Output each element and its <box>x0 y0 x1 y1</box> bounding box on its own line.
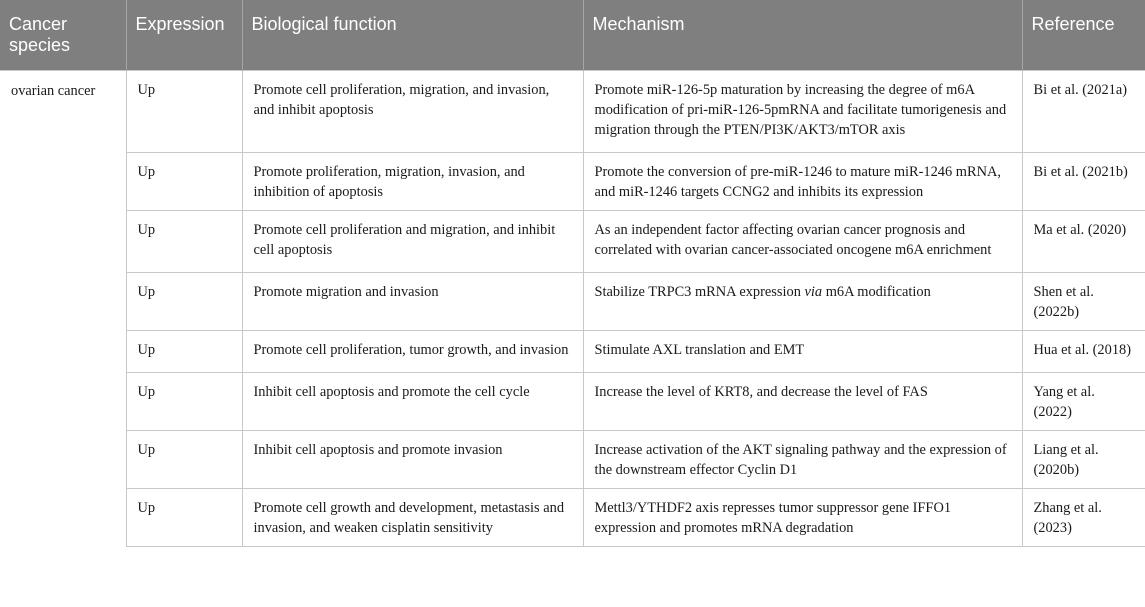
expression-cell: Up <box>126 489 242 547</box>
function-cell: Promote cell proliferation, migration, and invasion, and inhibit apoptosis <box>242 71 583 153</box>
table-row <box>0 373 1145 431</box>
mechanism-cell: Increase the level of KRT8, and decrease the level of FAS <box>583 373 1022 431</box>
mechanism-text: m6A modification <box>822 284 931 300</box>
mechanism-cell: Promote the conversion of pre-miR-1246 to mature miR-1246 mRNA, and miR-1246 targets CCNG2 and inhibits its expression <box>583 153 1022 211</box>
reference-cell: Shen et al. (2022b) <box>1022 273 1145 331</box>
reference-cell: Hua et al. (2018) <box>1022 331 1145 373</box>
reference-cell: Liang et al. (2020b) <box>1022 431 1145 489</box>
table-row <box>0 211 1145 273</box>
header-mechanism: Mechanism <box>583 0 1022 71</box>
mechanism-cell: As an independent factor affecting ovarian cancer prognosis and correlated with ovarian cancer-associated oncogene m6A enrichment <box>583 211 1022 273</box>
reference-cell: Ma et al. (2020) <box>1022 211 1145 273</box>
reference-cell: Bi et al. (2021b) <box>1022 153 1145 211</box>
mechanism-cell: Promote miR-126-5p maturation by increasing the degree of m6A modification of pri-miR-126-5pmRNA and facilitate tumorigenesis and migration through the PTEN/PI3K/AKT3/mTOR axis <box>583 71 1022 153</box>
reference-cell: Zhang et al. (2023) <box>1022 489 1145 547</box>
header-expression: Expression <box>126 0 242 71</box>
header-row <box>0 0 1145 71</box>
mechanism-cell: Mettl3/YTHDF2 axis represses tumor suppressor gene IFFO1 expression and promotes mRNA degradation <box>583 489 1022 547</box>
mechanism-cell: Increase activation of the AKT signaling pathway and the expression of the downstream effector Cyclin D1 <box>583 431 1022 489</box>
mechanism-text: Stabilize TRPC3 mRNA expression <box>594 284 805 300</box>
expression-cell: Up <box>126 331 242 373</box>
function-cell: Promote cell growth and development, metastasis and invasion, and weaken cisplatin sensitivity <box>242 489 583 547</box>
function-cell: Inhibit cell apoptosis and promote the cell cycle <box>242 373 583 431</box>
function-cell: Promote cell proliferation, tumor growth, and invasion <box>242 331 583 373</box>
expression-cell: Up <box>126 431 242 489</box>
header-biological-function: Biological function <box>242 0 583 71</box>
table-row <box>0 273 1145 331</box>
table-row <box>0 71 1145 153</box>
function-cell: Promote proliferation, migration, invasion, and inhibition of apoptosis <box>242 153 583 211</box>
reference-cell: Bi et al. (2021a) <box>1022 71 1145 153</box>
mechanism-italic-text: via <box>804 284 823 300</box>
table-row <box>0 489 1145 547</box>
table-body <box>0 71 1145 547</box>
header-cancer-species: Cancer species <box>0 0 126 71</box>
expression-cell: Up <box>126 71 242 153</box>
expression-cell: Up <box>126 153 242 211</box>
table-row <box>0 153 1145 211</box>
expression-cell: Up <box>126 211 242 273</box>
table-row <box>0 431 1145 489</box>
function-cell: Promote cell proliferation and migration, and inhibit cell apoptosis <box>242 211 583 273</box>
mechanism-cell <box>583 273 1022 331</box>
mechanism-cell: Stimulate AXL translation and EMT <box>583 331 1022 373</box>
cancer-species-cell: ovarian cancer <box>0 71 126 547</box>
table-header <box>0 0 1145 71</box>
reference-cell: Yang et al. (2022) <box>1022 373 1145 431</box>
expression-cell: Up <box>126 273 242 331</box>
header-reference: Reference <box>1022 0 1145 71</box>
table-row <box>0 331 1145 373</box>
function-cell: Promote migration and invasion <box>242 273 583 331</box>
expression-cell: Up <box>126 373 242 431</box>
function-cell: Inhibit cell apoptosis and promote invasion <box>242 431 583 489</box>
